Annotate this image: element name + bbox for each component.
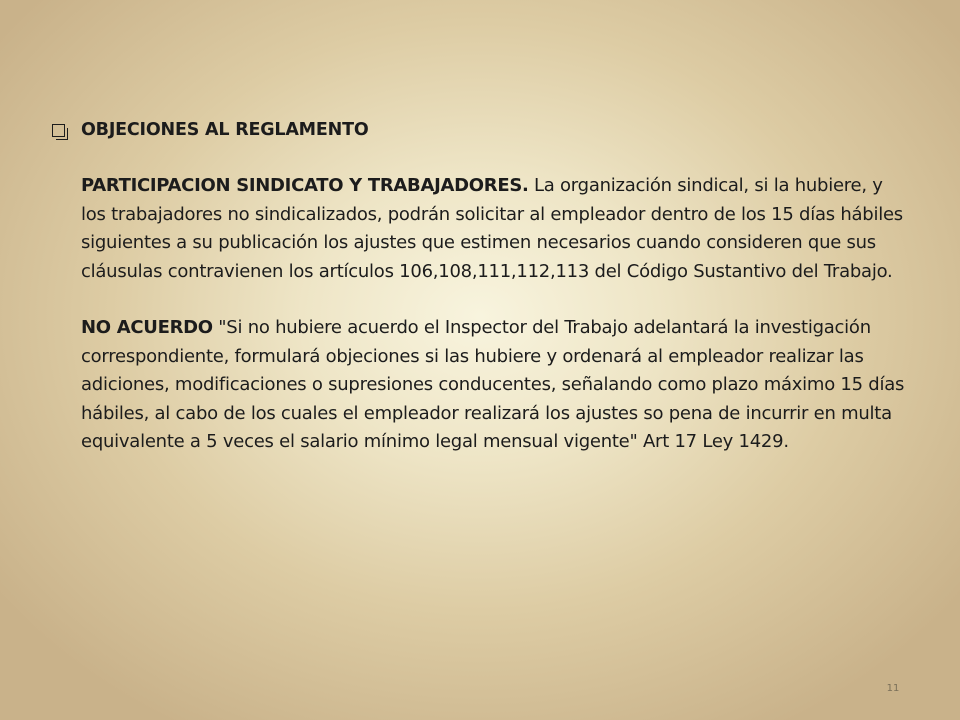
paragraph-lead-participacion: PARTICIPACION SINDICATO Y TRABAJADORES. <box>81 175 529 196</box>
paragraph-participacion <box>81 172 911 286</box>
slide-content <box>52 116 912 457</box>
paragraph-lead-no-acuerdo: NO ACUERDO <box>81 317 213 338</box>
section-heading: OBJECIONES AL REGLAMENTO <box>81 120 369 140</box>
bullet-heading-row <box>52 116 912 144</box>
checkbox-square-icon <box>52 124 65 137</box>
paragraph-text-no-acuerdo: "Si no hubiere acuerdo el Inspector del Trabajo adelantará la investigación correspondiente, formulará objeciones si las hubiere y ordenará al empleador realizar las adiciones, modificaciones o supresiones conducentes, señalando como plazo máximo 15 días hábiles, al cabo de los cuales el empleador realizará los ajustes so pena de incurrir en multa equivalente a 5 veces el salario mínimo legal mensual vigente" Art 17 Ley 1429. <box>81 317 905 452</box>
paragraph-no-acuerdo <box>81 314 911 457</box>
paragraph-text-participacion: La organización sindical, si la hubiere, y los trabajadores no sindicalizados, podrán solicitar al empleador dentro de los 15 días hábiles siguientes a su publicación los ajustes que estimen necesarios cuando consideren que sus cláusulas contravienen los artículos 106,108,111,112,113 del Código Sustantivo del Trabajo. <box>81 175 903 282</box>
page-number: 11 <box>886 683 900 694</box>
